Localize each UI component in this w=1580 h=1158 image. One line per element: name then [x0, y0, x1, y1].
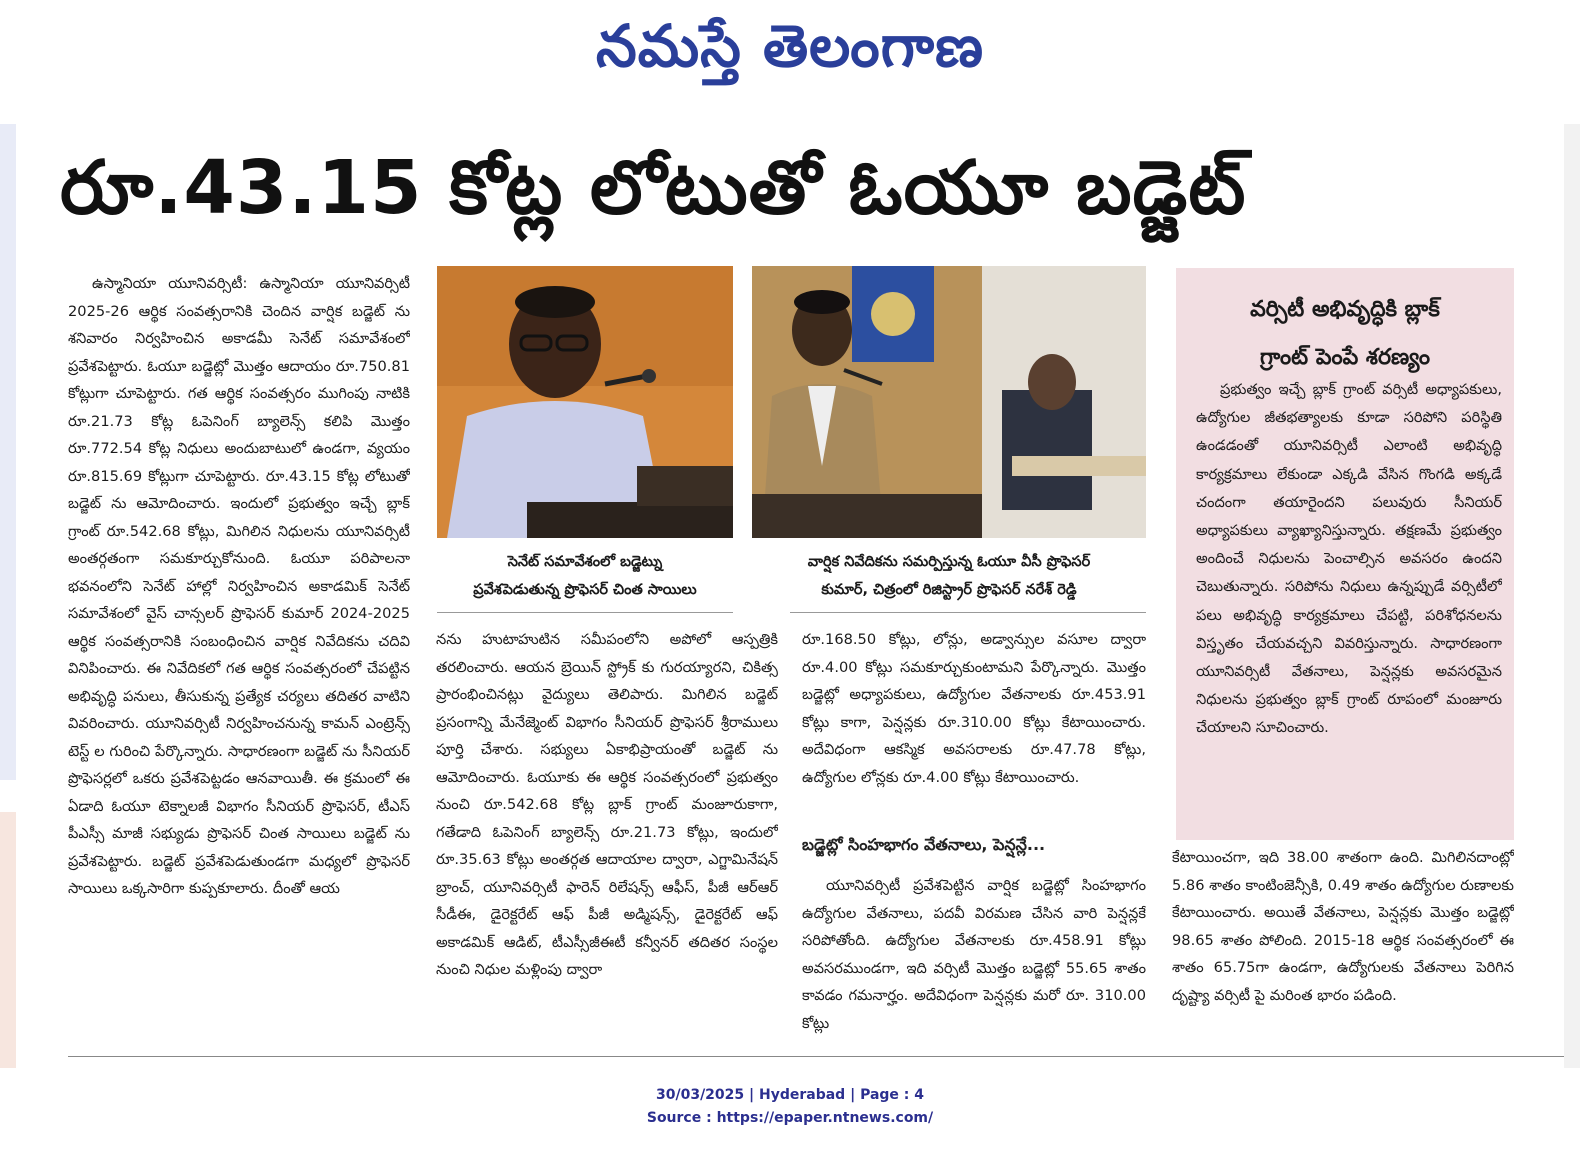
article-headline: రూ.43.15 కోట్ల లోటుతో ఓయూ బడ్జెట్ — [60, 145, 1247, 231]
column-4-text: కేటాయించగా, ఇది 38.00 శాతంగా ఉంది. మిగిలినదాంట్లో 5.86 శాతం కాంటింజెన్సీకి, 0.49 శాతం ఉద్యోగుల రుణాలకు కేటాయించారు. అయితే వేతనాలు, పెన్షన్లకు మొత్తం బడ్జెట్లో 98.65 శాతం పోలింది. 2015-18 ఆర్థిక సంవత్సరంలో ఈ శాతం 65.75గా ఉండగా, ఉద్యోగులకు వేతనాలు పెరిగిన దృష్ట్యా వర్సిటీ పై మరింత భారం పడింది. — [1172, 849, 1514, 1004]
photo-vc-presenting-report — [752, 266, 1146, 538]
article-column-4 — [1172, 844, 1514, 1050]
article-column-3-continued — [802, 872, 1146, 1050]
caption-1-divider — [437, 612, 733, 613]
right-edge-adjacent-page — [1564, 124, 1580, 1068]
photo-1-caption — [437, 548, 733, 606]
photo-2-caption-line-2: కుమార్, చిత్రంలో రిజిస్ట్రార్ ప్రొఫెసర్ నరేశ్ రెడ్డి — [821, 582, 1077, 598]
photo-2-caption-line-1: వార్షిక నివేదికను సమర్పిస్తున్న ఓయూ వీసీ ప్రొఫెసర్ — [807, 554, 1091, 570]
photo-2-caption — [752, 548, 1146, 606]
article-column-2 — [436, 626, 778, 1050]
sidebar-box — [1176, 268, 1514, 840]
caption-2-divider — [790, 612, 1146, 613]
photo-1-caption-line-1: సెనేట్ సమావేశంలో బడ్జెట్ను — [507, 554, 663, 570]
column-3b-text: యూనివర్సిటీ ప్రవేశపెట్టిన వార్షిక బడ్జెట్లో సింహభాగం ఉద్యోగుల వేతనాలు, పదవీ విరమణ చేసిన వారి పెన్షన్లకే సరిపోతోంది. ఉద్యోగుల వేతనాలకు రూ.458.91 కోట్లు అవసరముండగా, ఇది వర్సిటీ మొత్తం బడ్జెట్లో 55.65 శాతం కావడం గమనార్హం. అదేవిధంగా పెన్షన్లకు మరో రూ. 310.00 కోట్లు — [802, 877, 1146, 1032]
photo-professor-presenting-budget — [437, 266, 733, 538]
article-column-1 — [68, 270, 410, 1050]
photo-2-illustration — [752, 266, 1146, 538]
masthead — [0, 0, 1580, 110]
left-edge-strip-top — [0, 124, 16, 780]
sidebar-title-line-2: గ్రాంట్ పెంపే శరణ్యం — [1260, 345, 1430, 370]
column-3-text: రూ.168.50 కోట్లు, లోన్లు, అడ్వాన్సుల వసూల ద్వారా రూ.4.00 కోట్లు సమకూర్చుకుంటామని పేర్కొన్నారు. మొత్తం బడ్జెట్లో అధ్యాపకులు, ఉద్యోగుల వేతనాలకు రూ.453.91 కోట్లు కాగా, పెన్షన్లకు రూ.310.00 కోట్లు కేటాయించారు. అదేవిధంగా ఆకస్మిక అవసరాలకు రూ.47.78 కోట్లు, ఉద్యోగుల లోన్లకు రూ.4.00 కోట్లు కేటాయించారు. — [802, 631, 1146, 786]
sidebar-title — [1186, 286, 1504, 382]
sidebar-body — [1196, 376, 1502, 832]
left-edge-strip-bottom — [0, 812, 16, 1068]
sidebar-title-line-1: వర్సిటీ అభివృద్ధికి బ్లాక్ — [1250, 297, 1440, 322]
column-1-text: ఉస్మానియా యూనివర్సిటీ: ఉస్మానియా యూనివర్సిటీ 2025-26 ఆర్థిక సంవత్సరానికి చెందిన వార్షిక బడ్జెట్ ను శనివారం నిర్వహించిన అకాడమీ సెనేట్ సమావేశంలో ప్రవేశపెట్టారు. ఓయూ బడ్జెట్లో మొత్తం ఆదాయం రూ.750.81 కోట్లుగా చూపెట్టారు. గత ఆర్థిక సంవత్సరం ముగింపు నాటికి రూ.21.73 కోట్ల ఓపెనింగ్ బ్యాలెన్స్ కలిపి మొత్తం రూ.772.54 కోట్ల నిధులు అందుబాటులో ఉండగా, వ్యయం రూ.815.69 కోట్లుగా చూపెట్టారు. రూ.43.15 కోట్ల లోటుతో బడ్జెట్ ను ఆమోదించారు. ఇందులో ప్రభుత్వం ఇచ్చే బ్లాక్ గ్రాంట్ రూ.542.68 కోట్లు, మిగిలిన నిధులను యూనివర్సిటీ అంతర్గతంగా సమకూర్చుకోనుంది. ఓయూ పరిపాలనా భవనంలోని సెనేట్ హాల్లో నిర్వహించిన అకాడమిక్ సెనేట్ సమావేశంలో వైస్ చాన్సలర్ ప్రొఫెసర్ కుమార్ 2024-2025 ఆర్థిక సంవత్సరానికి సంబంధించిన వార్షిక నివేదికను చదివి వినిపించారు. ఈ నివేదికలో గత ఆర్థిక సంవత్సరంలో చేపట్టిన అభివృద్ధి పనులు, తీసుకున్న ప్రత్యేక చర్యలు తదితర వాటిని వివరించారు. యూనివర్సిటీ నిర్వహించనున్న కామన్ ఎంట్రెన్స్ టెస్ట్ ల గురించి పేర్కొన్నారు. సాధారణంగా బడ్జెట్ ను సీనియర్ ప్రొఫెసర్లలో ఒకరు ప్రవేశపెట్టడం ఆనవాయితీ. ఈ క్రమంలో ఈ ఏడాది ఓయూ టెక్నాలజీ విభాగం సీనియర్ ప్రొఫెసర్, టీఎస్ పీఎస్సీ మాజీ సభ్యుడు ప్రొఫెసర్ చింత సాయిలు బడ్జెట్ ను ప్రవేశపెట్టారు. బడ్జెట్ ప్రవేశపెడుతుండగా మధ్యలో ప్రొఫెసర్ సాయిలు ఒక్కసారిగా కుప్పకూలారు. దీంతో ఆయ — [68, 275, 410, 897]
footer-source-link[interactable]: Source : https://epaper.ntnews.com/ — [646, 1110, 934, 1126]
page-footer — [0, 1084, 1580, 1130]
footer-divider — [68, 1056, 1564, 1057]
photo-1-illustration — [437, 266, 733, 538]
photo-1-caption-line-2: ప్రవేశపెడుతున్న ప్రొఫెసర్ చింత సాయిలు — [473, 582, 697, 598]
article-column-3 — [802, 626, 1146, 824]
column-2-text: నను హుటాహుటిన సమీపంలోని అపోలో ఆస్పత్రికి తరలించారు. ఆయన బ్రెయిన్ స్ట్రోక్ కు గురయ్యారని, చికిత్స ప్రారంభించినట్లు వైద్యులు తెలిపారు. మిగిలిన బడ్జెట్ ప్రసంగాన్ని మేనేజ్మెంట్ విభాగం సీనియర్ ప్రొఫెసర్ శ్రీరాములు పూర్తి చేశారు. సభ్యులు ఏకాభిప్రాయంతో బడ్జెట్ ను ఆమోదించారు. ఓయూకు ఈ ఆర్థిక సంవత్సరంలో ప్రభుత్వం నుంచి రూ.542.68 కోట్ల బ్లాక్ గ్రాంట్ మంజూరుకాగా, గతేడాది ఓపెనింగ్ బ్యాలెన్స్ రూ.21.73 కోట్లు, ఇందులో రూ.35.63 కోట్లు అంతర్గత ఆదాయాల ద్వారా, ఎగ్జామినేషన్ బ్రాంచ్, యూనివర్సిటీ ఫారెన్ రిలేషన్స్ ఆఫీస్, పీజీ ఆర్ఆర్ సీడీఈ, డైరెక్టరేట్ ఆఫ్ పీజీ అడ్మిషన్స్, డైరెక్టరేట్ ఆఫ్ అకాడమిక్ ఆడిట్, టీఎస్సీజీఈటీ కన్వీనర్ తదితర సంస్థల నుంచి నిధుల మళ్లింపు ద్వారా — [436, 631, 778, 978]
sidebar-body-text: ప్రభుత్వం ఇచ్చే బ్లాక్ గ్రాంట్ వర్సిటీ అధ్యాపకులు, ఉద్యోగుల జీతభత్యాలకు కూడా సరిపోని పరిస్థితి ఉండడంతో యూనివర్సిటీ ఎలాంటి అభివృద్ధి కార్యక్రమాలు లేకుండా ఎక్కడి వేసిన గొంగడి అక్కడే చందంగా తయారైందని పలువురు సీనియర్ అధ్యాపకులు వ్యాఖ్యానిస్తున్నారు. తక్షణమే ప్రభుత్వం అందించే నిధులను పెంచాల్సిన అవసరం ఉందని చెబుతున్నారు. సరిపోను నిధులు ఉన్నప్పుడే వర్సిటీలో పలు అభివృద్ధి కార్యక్రమాలు చేపట్టి, పరిశోధనలను విస్తృతం చేయవచ్చని వివరిస్తున్నారు. సాధారణంగా యూనివర్సిటీ వేతనాలు, పెన్షన్లకు అవసరమైన నిధులను ప్రభుత్వం బ్లాక్ గ్రాంట్ రూపంలో మంజూరు చేయాలని సూచించారు. — [1196, 381, 1502, 737]
footer-date-line: 30/03/2025 | Hyderabad | Page : 4 — [655, 1087, 925, 1103]
article-subheading: బడ్జెట్లో సింహభాగం వేతనాలు, పెన్షన్లే... — [802, 835, 1046, 854]
masthead-logo: నమస్తే తెలంగాణ — [596, 12, 984, 80]
